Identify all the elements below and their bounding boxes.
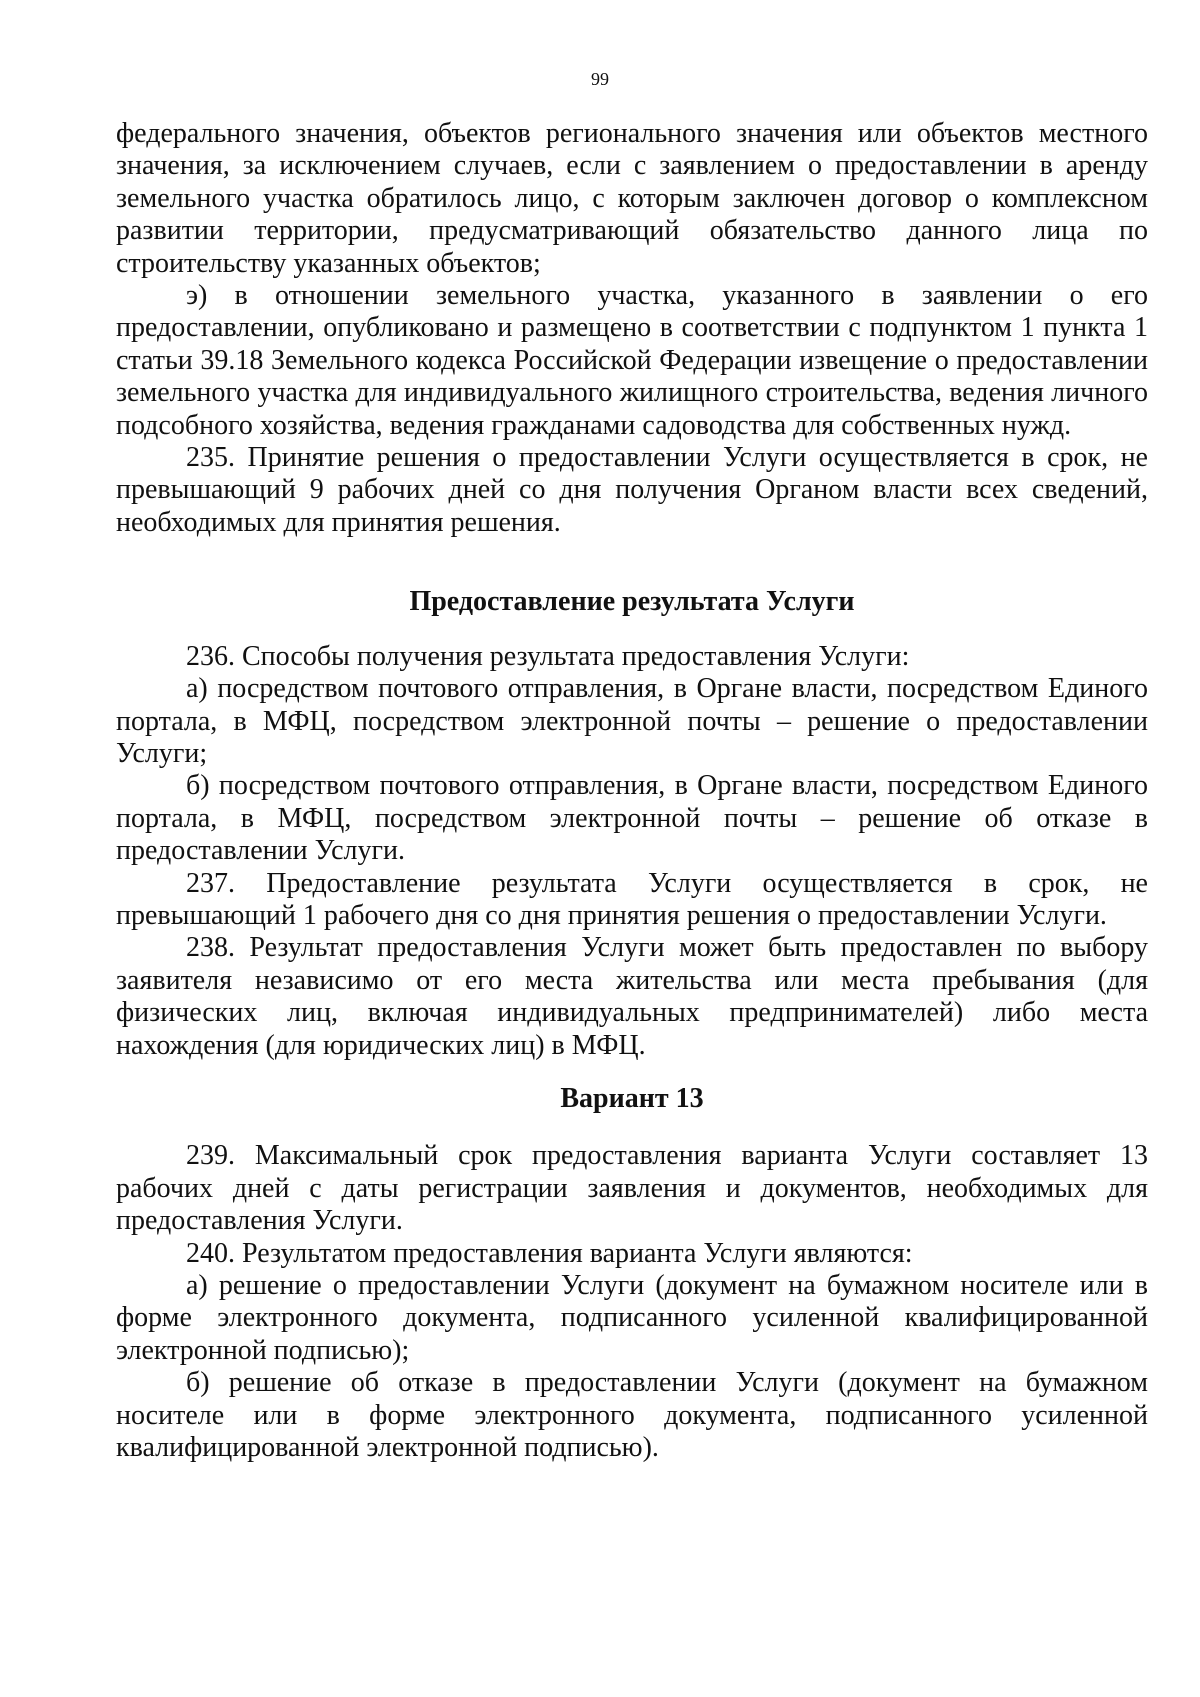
paragraph-237: 237. Предоставление результата Услуги осуществляется в срок, не превышающий 1 рабочего дня со дня принятия решения о предоставлении Услуги. [116,867,1148,931]
paragraph-239: 239. Максимальный срок предоставления варианта Услуги составляет 13 рабочих дней с даты регистрации заявления и документов, необходимых для предоставления Услуги. [116,1140,1148,1237]
paragraph-240-b: б) решение об отказе в предоставлении Услуги (документ на бумажном носителе или в форме электронного документа, подписанного усиленной квалифицированной электронной подписью). [116,1367,1148,1464]
document-body [116,118,1148,1464]
paragraph-236-a: а) посредством почтового отправления, в Органе власти, посредством Единого портала, в МФЦ, посредством электронной почты – решение о предоставлении Услуги; [116,673,1148,769]
paragraph-240-a: а) решение о предоставлении Услуги (документ на бумажном носителе или в форме электронного документа, подписанного усиленной квалифицированной электронной подписью); [116,1270,1148,1366]
paragraph-240: 240. Результатом предоставления варианта Услуги являются: [186,1237,913,1269]
paragraph-236-b: б) посредством почтового отправления, в Органе власти, посредством Единого портала, в МФЦ, посредством электронной почты – решение об отказе в предоставлении Услуги. [116,770,1148,867]
page-number: 99 [591,69,609,89]
paragraph-continuation: федерального значения, объектов регионального значения или объектов местного значения, за исключением случаев, если с заявлением о предоставлении в аренду земельного участка обратилось лицо, с которым заключен договор о комплексном развитии территории, предусматривающий обязательство данного лица по строительству указанных объектов; [116,118,1148,279]
section-heading-result: Предоставление результата Услуги [409,586,855,618]
paragraph-item-e: э) в отношении земельного участка, указанного в заявлении о его предоставлении, опубликовано и размещено в соответствии с подпунктом 1 пункта 1 статьи 39.18 Земельного кодекса Российской Федерации извещение о предоставлении земельного участка для индивидуального жилищного строительства, ведения личного подсобного хозяйства, ведения гражданами садоводства для собственных нужд. [116,280,1148,441]
paragraph-235: 235. Принятие решения о предоставлении Услуги осуществляется в срок, не превышающий 9 рабочих дней со дня получения Органом власти всех сведений, необходимых для принятия решения. [116,442,1148,538]
paragraph-238: 238. Результат предоставления Услуги может быть предоставлен по выбору заявителя независимо от его места жительства или места пребывания (для физических лиц, включая индивидуальных предпринимателей) либо места нахождения (для юридических лиц) в МФЦ. [116,932,1148,1061]
section-heading-variant: Вариант 13 [560,1082,704,1114]
paragraph-236: 236. Способы получения результата предоставления Услуги: [186,640,910,672]
